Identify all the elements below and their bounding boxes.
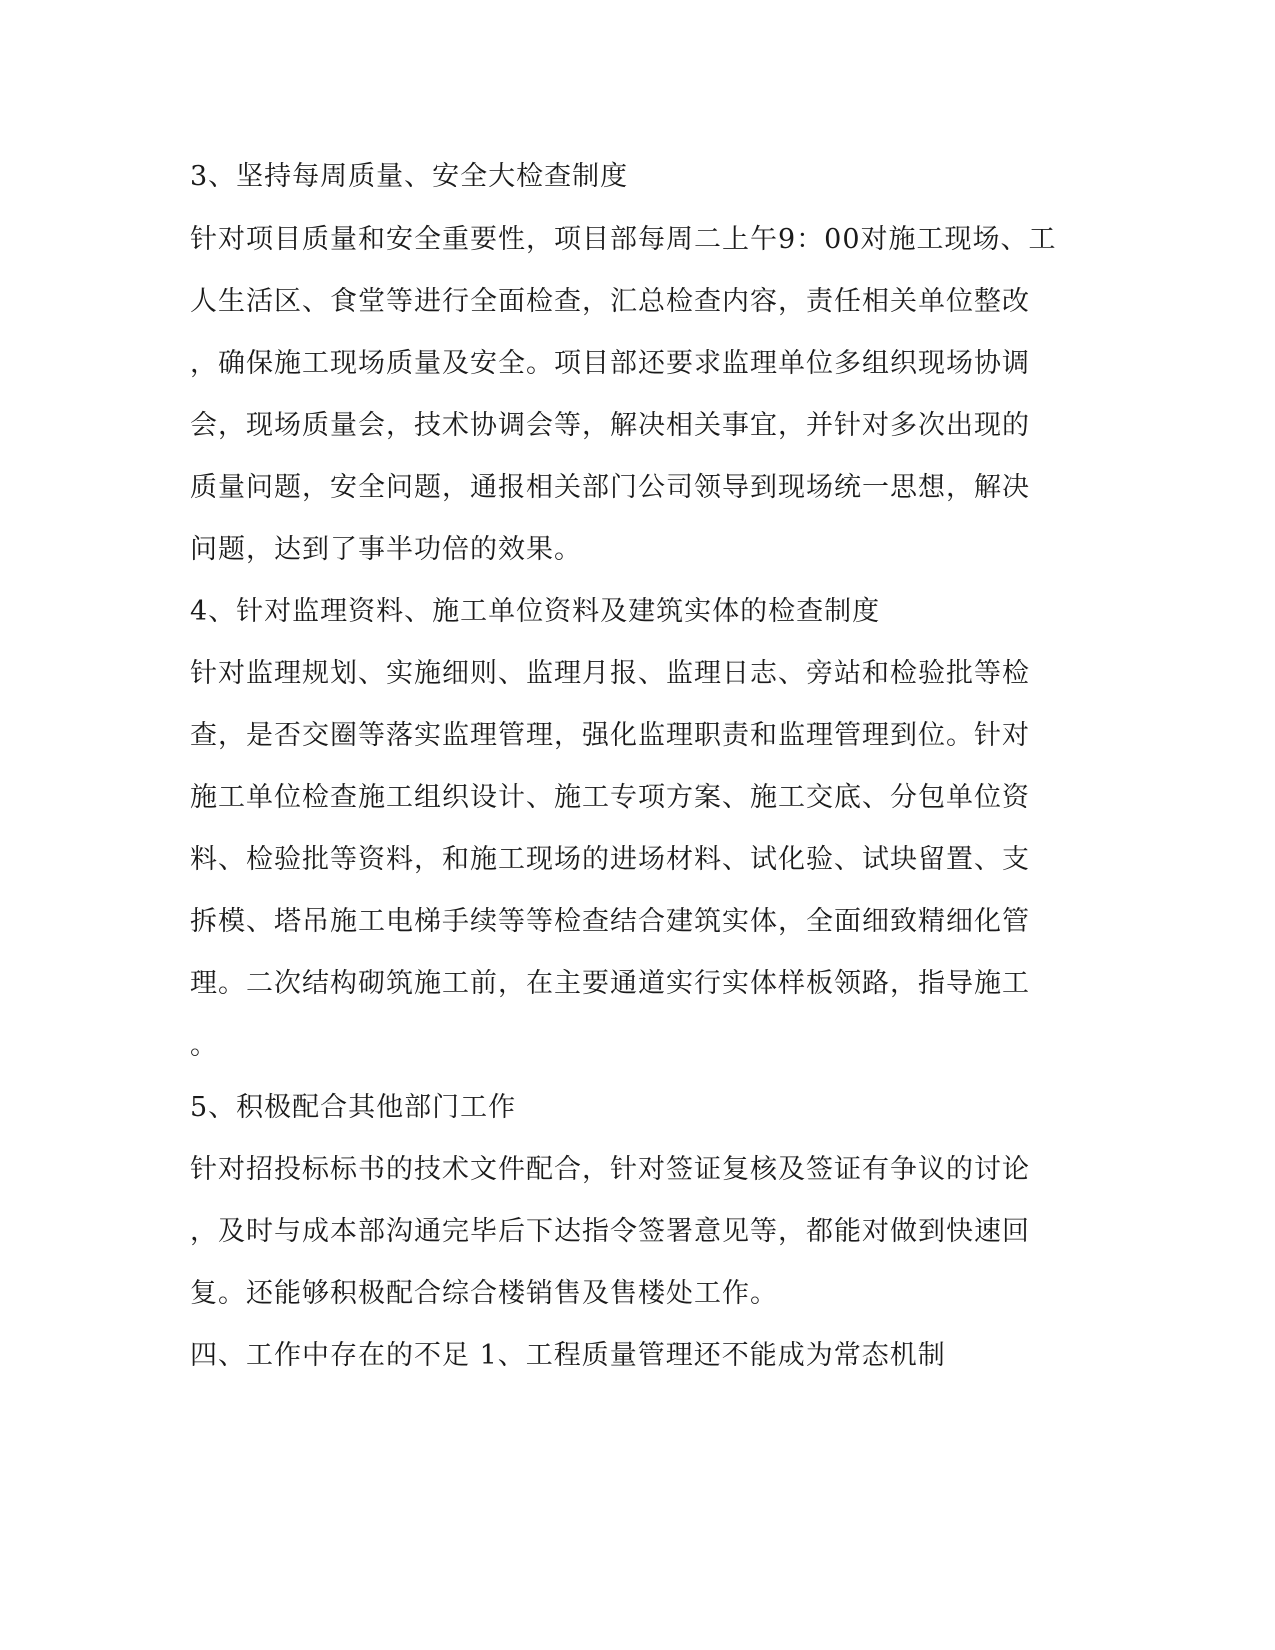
paragraph-line: 查，是否交圈等落实监理管理，强化监理职责和监理管理到位。针对	[190, 720, 1030, 751]
paragraph-line: 问题，达到了事半功倍的效果。	[190, 534, 582, 565]
paragraph-line: ，确保施工现场质量及安全。项目部还要求监理单位多组织现场协调	[190, 348, 1030, 379]
paragraph-line: 施工单位检查施工组织设计、施工专项方案、施工交底、分包单位资	[190, 782, 1030, 813]
paragraph-line: 人生活区、食堂等进行全面检查，汇总检查内容，责任相关单位整改	[190, 286, 1030, 317]
paragraph-line: 理。二次结构砌筑施工前，在主要通道实行实体样板领路，指导施工	[190, 968, 1030, 999]
paragraph-line: 质量问题，安全问题，通报相关部门公司领导到现场统一思想，解决	[190, 472, 1030, 503]
paragraph-line: 针对监理规划、实施细则、监理月报、监理日志、旁站和检验批等检	[190, 658, 1030, 689]
section-heading-four: 四、工作中存在的不足 1、工程质量管理还不能成为常态机制	[190, 1340, 946, 1371]
paragraph-line: 针对项目质量和安全重要性，项目部每周二上午9：00对施工现场、工	[190, 224, 1057, 255]
paragraph-line: 拆模、塔吊施工电梯手续等等检查结合建筑实体，全面细致精细化管	[190, 906, 1030, 937]
paragraph-line: ，及时与成本部沟通完毕后下达指令签署意见等，都能对做到快速回	[190, 1216, 1030, 1247]
section-heading-5: 5、积极配合其他部门工作	[190, 1092, 517, 1123]
paragraph-line: 针对招投标标书的技术文件配合，针对签证复核及签证有争议的讨论	[190, 1154, 1030, 1185]
paragraph-line: 会，现场质量会，技术协调会等，解决相关事宜，并针对多次出现的	[190, 410, 1030, 441]
paragraph-line: 。	[190, 1030, 218, 1061]
section-heading-4: 4、针对监理资料、施工单位资料及建筑实体的检查制度	[190, 596, 881, 627]
section-heading-3: 3、坚持每周质量、安全大检查制度	[190, 161, 629, 192]
paragraph-line: 复。还能够积极配合综合楼销售及售楼处工作。	[190, 1278, 778, 1309]
paragraph-line: 料、检验批等资料，和施工现场的进场材料、试化验、试块留置、支	[190, 844, 1030, 875]
